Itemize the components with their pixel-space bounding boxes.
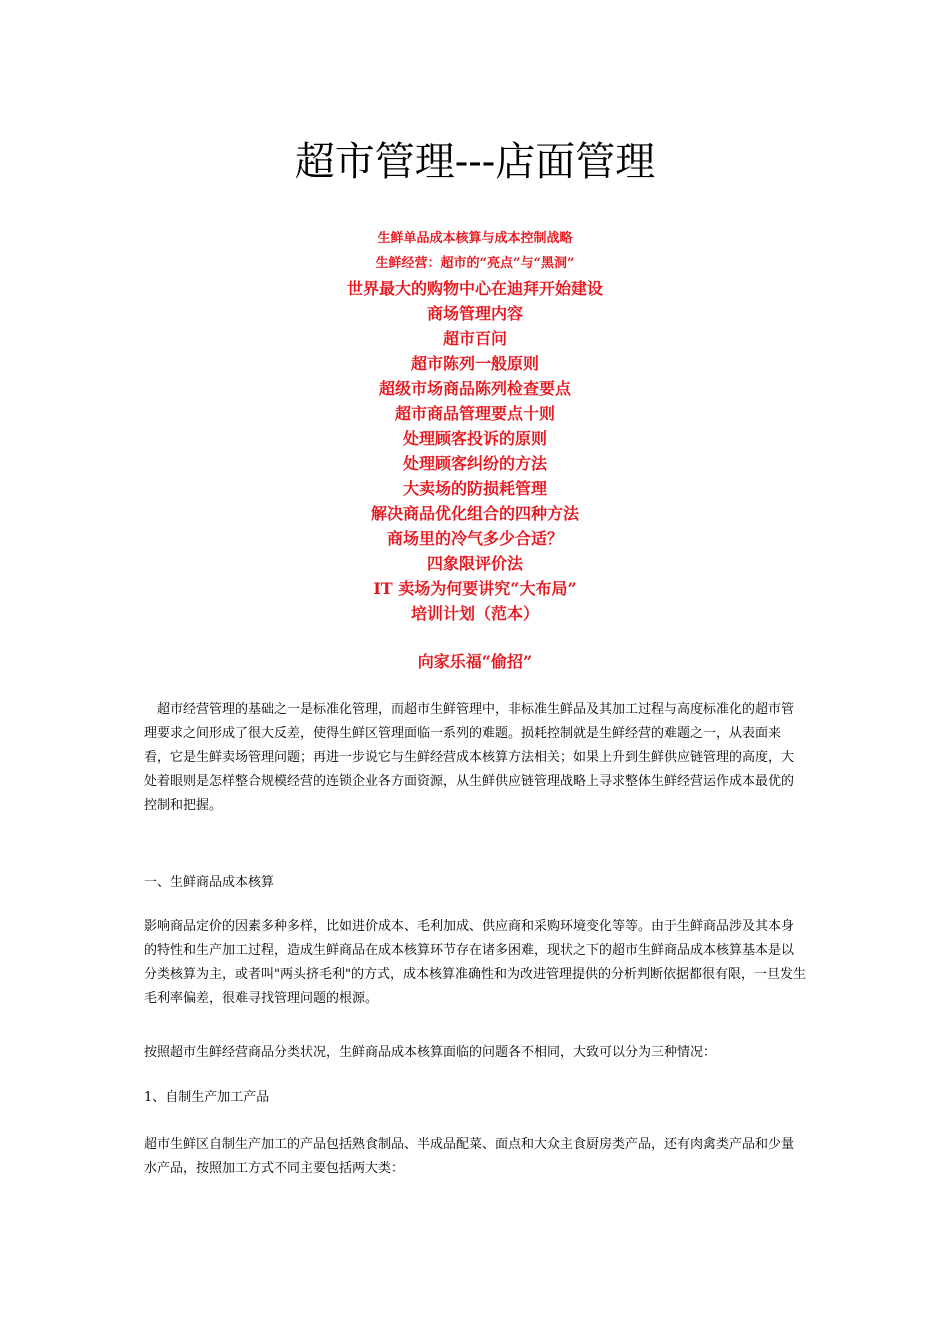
section-title: 向家乐福“偷招” <box>417 652 533 671</box>
table-of-contents <box>0 226 950 626</box>
section-heading: 一、生鲜商品成本核算 <box>144 875 275 890</box>
toc-item: 超市商品管理要点十则 <box>394 404 555 423</box>
body-paragraph: 按照超市生鲜经营商品分类状况，生鲜商品成本核算面临的问题各不相同，大致可以分为三种情况： <box>144 1045 717 1060</box>
toc-item: 培训计划（范本） <box>410 604 539 623</box>
toc-item: 处理顾客投诉的原则 <box>402 429 547 448</box>
toc-item: 超市陈列一般原则 <box>410 354 539 373</box>
toc-item: 处理顾客纠纷的方法 <box>402 454 547 473</box>
toc-item: 四象限评价法 <box>426 554 523 573</box>
toc-item: 商场里的冷气多少合适？ <box>386 529 563 548</box>
toc-item: 商场管理内容 <box>426 304 523 323</box>
document-title: 超市管理---店面管理 <box>294 139 656 185</box>
toc-item: 生鲜经营：超市的“亮点”与“黑洞” <box>375 256 575 271</box>
toc-item: 超市百问 <box>442 329 507 348</box>
body-paragraph: 影响商品定价的因素多种多样，比如进价成本、毛利加成、供应商和采购环境变化等等。由于生鲜商品涉及其本身的特性和生产加工过程，造成生鲜商品在成本核算环节存在诸多困难，现状之下的超市生鲜商品成本核算基本是以分类核算为主，或者叫"两头挤毛利"的方式，成本核算准确性和为改进管理提供的分析判断依据都很有限，一旦发生毛利率偏差，很难寻找管理问题的根源。 <box>144 919 806 1006</box>
subsection-heading: 1、自制生产加工产品 <box>144 1090 270 1105</box>
toc-item: 生鲜单品成本核算与成本控制战略 <box>377 231 573 246</box>
toc-item: 超级市场商品陈列检查要点 <box>378 379 571 398</box>
toc-item: 解决商品优化组合的四种方法 <box>370 504 579 523</box>
intro-paragraph: 超市经营管理的基础之一是标准化管理，而超市生鲜管理中，非标准生鲜品及其加工过程与高度标准化的超市管理要求之间形成了很大反差，使得生鲜区管理面临一系列的难题。损耗控制就是生鲜经营的难题之一，从表面来看，它是生鲜卖场管理问题；再进一步说它与生鲜经营成本核算方法相关；如果上升到生鲜供应链管理的高度，大处着眼则是怎样整合规模经营的连锁企业各方面资源，从生鲜供应链管理战略上寻求整体生鲜经营运作成本最优的控制和把握。 <box>144 702 795 813</box>
toc-item: 世界最大的购物中心在迪拜开始建设 <box>346 279 603 298</box>
toc-item: 大卖场的防损耗管理 <box>402 479 547 498</box>
toc-item: IT 卖场为何要讲究“大布局” <box>373 579 577 598</box>
body-paragraph: 超市生鲜区自制生产加工的产品包括熟食制品、半成品配菜、面点和大众主食厨房类产品，还有肉禽类产品和少量水产品，按照加工方式不同主要包括两大类： <box>144 1137 795 1176</box>
